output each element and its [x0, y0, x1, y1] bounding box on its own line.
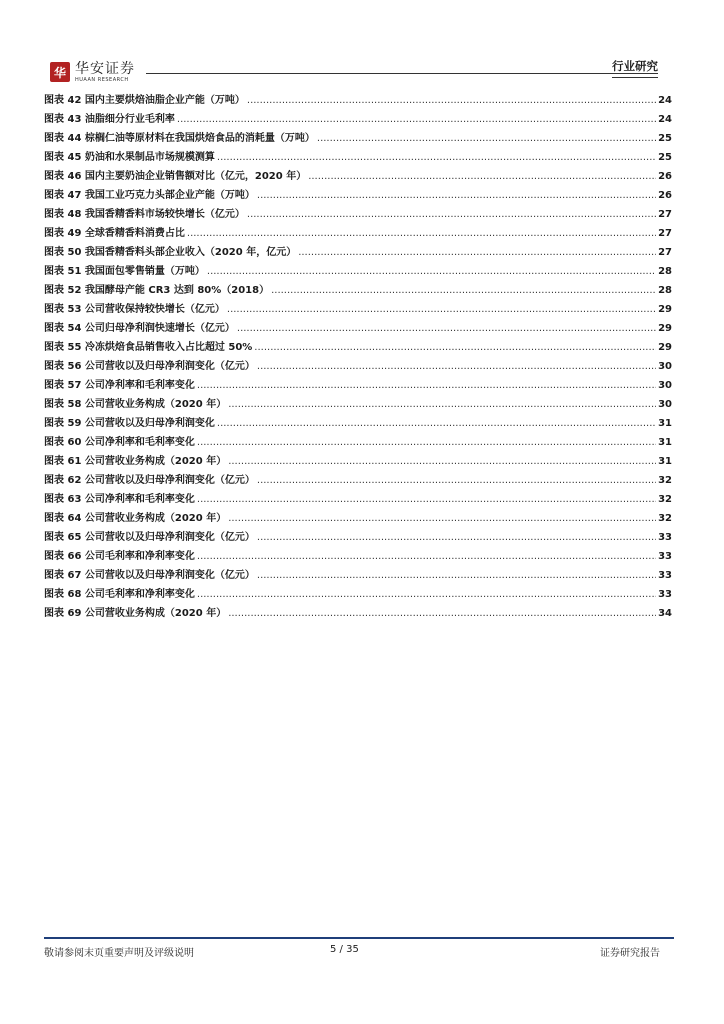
toc-entry-page: 26 [658, 190, 672, 201]
toc-entry-page: 25 [658, 152, 672, 163]
toc-leader-dots [177, 110, 656, 129]
toc-entry[interactable] [44, 262, 672, 281]
brand-block [75, 62, 135, 84]
toc-entry-page: 33 [658, 589, 672, 600]
seal-icon: 华 [50, 62, 70, 82]
toc-entry-page: 25 [658, 133, 672, 144]
toc-leader-dots [247, 91, 656, 110]
section-title: 行业研究 [612, 58, 658, 78]
toc-entry[interactable] [44, 414, 672, 433]
toc-entry-label: 图表 61 公司营收业务构成（2020 年） [44, 456, 227, 467]
toc-entry[interactable] [44, 585, 672, 604]
table-of-figures [44, 91, 672, 623]
toc-entry[interactable] [44, 300, 672, 319]
toc-leader-dots [217, 148, 656, 167]
toc-entry-label: 图表 48 我国香精香料市场较快增长（亿元） [44, 209, 245, 220]
toc-leader-dots [197, 547, 656, 566]
toc-leader-dots [207, 262, 656, 281]
toc-entry-page: 32 [658, 475, 672, 486]
toc-leader-dots [197, 585, 656, 604]
toc-entry-page: 29 [658, 323, 672, 334]
toc-leader-dots [228, 395, 656, 414]
toc-entry-label: 图表 51 我国面包零售销量（万吨） [44, 266, 205, 277]
toc-entry[interactable] [44, 604, 672, 623]
toc-entry[interactable] [44, 566, 672, 585]
toc-leader-dots [227, 300, 656, 319]
toc-entry-page: 33 [658, 532, 672, 543]
toc-entry[interactable] [44, 471, 672, 490]
toc-entry[interactable] [44, 205, 672, 224]
toc-entry[interactable] [44, 509, 672, 528]
toc-entry-page: 27 [658, 209, 672, 220]
toc-entry-page: 31 [658, 456, 672, 467]
toc-entry-page: 24 [658, 114, 672, 125]
toc-leader-dots [197, 490, 656, 509]
toc-entry-page: 27 [658, 228, 672, 239]
toc-entry-label: 图表 69 公司营收业务构成（2020 年） [44, 608, 227, 619]
toc-leader-dots [197, 376, 656, 395]
toc-entry-label: 图表 55 冷冻烘焙食品销售收入占比超过 50% [44, 342, 253, 353]
toc-entry-page: 24 [658, 95, 672, 106]
toc-entry-label: 图表 65 公司营收以及归母净利润变化（亿元） [44, 532, 255, 543]
toc-entry-label: 图表 54 公司归母净利润快速增长（亿元） [44, 323, 235, 334]
toc-leader-dots [217, 414, 656, 433]
toc-leader-dots [298, 243, 656, 262]
toc-entry-label: 图表 56 公司营收以及归母净利润变化（亿元） [44, 361, 255, 372]
toc-entry[interactable] [44, 490, 672, 509]
toc-entry[interactable] [44, 186, 672, 205]
toc-entry-label: 图表 60 公司净利率和毛利率变化 [44, 437, 195, 448]
toc-entry-page: 26 [658, 171, 672, 182]
toc-leader-dots [228, 452, 656, 471]
toc-entry-label: 图表 67 公司营收以及归母净利润变化（亿元） [44, 570, 255, 581]
toc-entry[interactable] [44, 376, 672, 395]
toc-entry-label: 图表 62 公司营收以及归母净利润变化（亿元） [44, 475, 255, 486]
toc-entry-page: 31 [658, 437, 672, 448]
toc-entry-page: 32 [658, 494, 672, 505]
toc-entry-label: 图表 46 国内主要奶油企业销售额对比（亿元，2020 年） [44, 171, 307, 182]
toc-entry-page: 27 [658, 247, 672, 258]
toc-entry-label: 图表 50 我国香精香料头部企业收入（2020 年，亿元） [44, 247, 297, 258]
toc-entry[interactable] [44, 338, 672, 357]
toc-entry-page: 33 [658, 551, 672, 562]
company-logo [50, 62, 135, 84]
toc-entry[interactable] [44, 148, 672, 167]
toc-leader-dots [257, 566, 656, 585]
toc-entry-label: 图表 43 油脂细分行业毛利率 [44, 114, 175, 125]
toc-entry[interactable] [44, 547, 672, 566]
toc-leader-dots [228, 509, 656, 528]
toc-entry-label: 图表 59 公司营收以及归母净利润变化 [44, 418, 215, 429]
toc-entry[interactable] [44, 528, 672, 547]
toc-entry-page: 32 [658, 513, 672, 524]
page-header [0, 0, 724, 90]
toc-entry-page: 28 [658, 285, 672, 296]
toc-entry[interactable] [44, 452, 672, 471]
toc-entry-label: 图表 63 公司净利率和毛利率变化 [44, 494, 195, 505]
toc-entry[interactable] [44, 319, 672, 338]
toc-entry-page: 30 [658, 361, 672, 372]
toc-entry[interactable] [44, 357, 672, 376]
brand-name-cn: 华安证券 [75, 61, 135, 77]
toc-entry-label: 图表 57 公司净利率和毛利率变化 [44, 380, 195, 391]
toc-entry-label: 图表 64 公司营收业务构成（2020 年） [44, 513, 227, 524]
toc-entry-label: 图表 47 我国工业巧克力头部企业产能（万吨） [44, 190, 255, 201]
toc-entry-label: 图表 44 棕榈仁油等原材料在我国烘焙食品的消耗量（万吨） [44, 133, 315, 144]
toc-entry-label: 图表 49 全球香精香料消费占比 [44, 228, 185, 239]
toc-entry-label: 图表 68 公司毛利率和净利率变化 [44, 589, 195, 600]
toc-entry-page: 30 [658, 399, 672, 410]
disclaimer-note: 敬请参阅末页重要声明及评级说明 [44, 948, 194, 959]
toc-entry[interactable] [44, 110, 672, 129]
toc-entry-label: 图表 66 公司毛利率和净利率变化 [44, 551, 195, 562]
toc-leader-dots [317, 129, 656, 148]
toc-leader-dots [308, 167, 656, 186]
toc-entry-label: 图表 45 奶油和水果制品市场规模测算 [44, 152, 215, 163]
toc-leader-dots [257, 471, 656, 490]
toc-leader-dots [257, 357, 656, 376]
toc-entry-page: 29 [658, 342, 672, 353]
footer-divider [44, 937, 674, 939]
toc-entry-label: 图表 58 公司营收业务构成（2020 年） [44, 399, 227, 410]
toc-entry[interactable] [44, 91, 672, 110]
brand-name-en: HUAAN RESEARCH [75, 77, 129, 83]
toc-leader-dots [237, 319, 656, 338]
toc-leader-dots [257, 186, 656, 205]
toc-entry[interactable] [44, 129, 672, 148]
toc-entry-page: 29 [658, 304, 672, 315]
toc-entry-label: 图表 52 我国酵母产能 CR3 达到 80%（2018） [44, 285, 270, 296]
toc-entry-label: 图表 53 公司营收保持较快增长（亿元） [44, 304, 225, 315]
toc-leader-dots [257, 528, 656, 547]
toc-entry-page: 28 [658, 266, 672, 277]
report-type: 证券研究报告 [600, 948, 660, 959]
toc-leader-dots [271, 281, 656, 300]
toc-leader-dots [254, 338, 656, 357]
header-divider [146, 73, 658, 74]
toc-entry[interactable] [44, 433, 672, 452]
toc-entry[interactable] [44, 243, 672, 262]
toc-leader-dots [197, 433, 656, 452]
toc-entry[interactable] [44, 395, 672, 414]
page-number: 5 / 35 [330, 944, 359, 955]
toc-entry-page: 30 [658, 380, 672, 391]
toc-entry[interactable] [44, 167, 672, 186]
toc-entry[interactable] [44, 281, 672, 300]
toc-entry-page: 34 [658, 608, 672, 619]
toc-leader-dots [187, 224, 656, 243]
toc-entry-label: 图表 42 国内主要烘焙油脂企业产能（万吨） [44, 95, 245, 106]
toc-entry-page: 31 [658, 418, 672, 429]
toc-leader-dots [228, 604, 656, 623]
toc-leader-dots [247, 205, 656, 224]
toc-entry[interactable] [44, 224, 672, 243]
toc-entry-page: 33 [658, 570, 672, 581]
